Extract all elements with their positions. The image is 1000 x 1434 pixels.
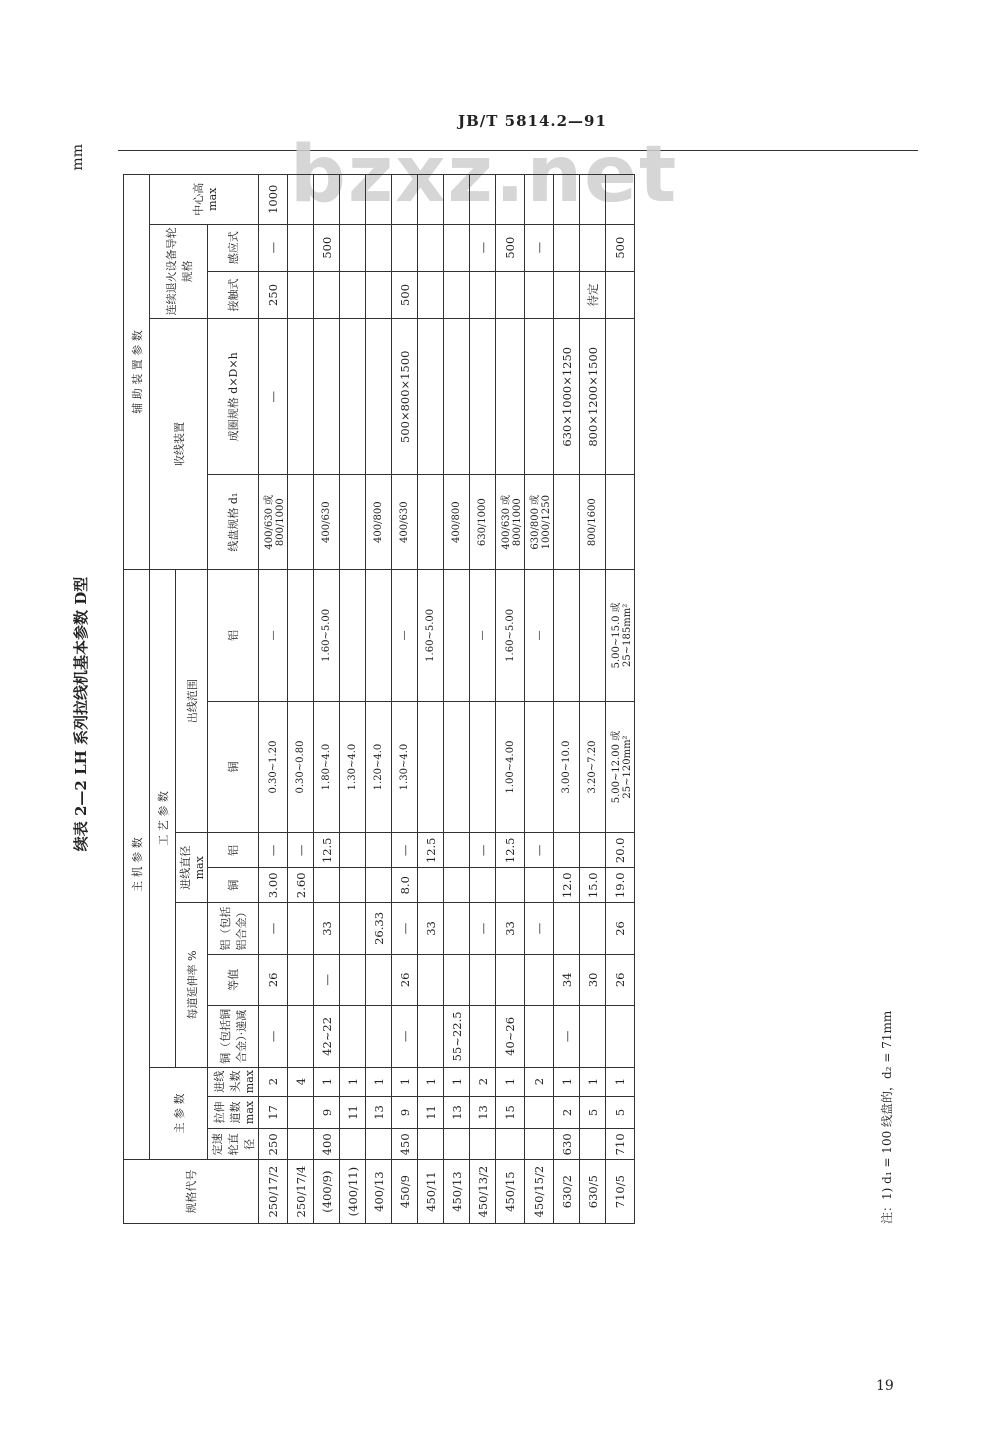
cell-out_cu	[525, 701, 554, 833]
cell-out_al	[366, 569, 392, 701]
cell-dec	[470, 1006, 496, 1068]
cell-heads: 1	[606, 1067, 635, 1096]
cell-induction: 500	[314, 224, 340, 271]
cell-reel: 400/630 或 800/1000	[259, 475, 288, 570]
cell-passes	[288, 1096, 314, 1129]
cell-spec: 710/5	[606, 1160, 635, 1224]
decreasing-header: 铜（包括铜合金）·递减	[208, 1006, 259, 1068]
cell-reel: 400/800	[444, 475, 470, 570]
cell-contact: 待定	[580, 271, 606, 318]
cell-center	[554, 175, 580, 225]
table-row	[288, 175, 314, 1224]
cell-contact	[496, 271, 525, 318]
elongation-header: 每道延伸率 %	[176, 903, 208, 1068]
cell-out_cu	[444, 701, 470, 833]
cell-alu_el: 33	[496, 903, 525, 954]
cell-reel	[288, 475, 314, 570]
cell-wheel	[580, 1129, 606, 1160]
cell-passes: 13	[366, 1096, 392, 1129]
cell-heads: 4	[288, 1067, 314, 1096]
cell-coil	[418, 319, 444, 475]
table-caption: 续表 2—2 LH 系列拉线机基本参数 D型	[72, 576, 90, 852]
cell-contact	[525, 271, 554, 318]
takeup-header: 收线装置	[150, 319, 208, 570]
cell-in_al: 12.5	[314, 833, 340, 868]
cell-center	[366, 175, 392, 225]
cell-passes: 9	[392, 1096, 418, 1129]
cell-spec: 250/17/2	[259, 1160, 288, 1224]
cell-eq	[340, 954, 366, 1005]
cell-coil: 630×1000×1250	[554, 319, 580, 475]
cell-center	[525, 175, 554, 225]
cell-in_cu	[314, 868, 340, 903]
cell-contact: 250	[259, 271, 288, 318]
cell-reel	[418, 475, 444, 570]
cell-dec: 40~26	[496, 1006, 525, 1068]
cell-alu_el	[288, 903, 314, 954]
cell-center	[470, 175, 496, 225]
cell-passes: 17	[259, 1096, 288, 1129]
cell-heads: 2	[525, 1067, 554, 1096]
wheel-header: 定速轮直径	[208, 1129, 259, 1160]
cell-reel	[340, 475, 366, 570]
cell-induction	[288, 224, 314, 271]
table-row	[259, 175, 288, 1224]
cell-in_al	[580, 833, 606, 868]
cell-wheel	[366, 1129, 392, 1160]
cell-contact	[444, 271, 470, 318]
cell-heads: 1	[418, 1067, 444, 1096]
cell-heads: 2	[470, 1067, 496, 1096]
cell-in_al	[366, 833, 392, 868]
rotated-table-block	[70, 144, 905, 1254]
cell-in_al	[554, 833, 580, 868]
cell-out_al	[580, 569, 606, 701]
cell-wheel: 400	[314, 1129, 340, 1160]
cell-center	[496, 175, 525, 225]
cell-in_al	[340, 833, 366, 868]
table-row	[606, 175, 635, 1224]
table-row	[496, 175, 525, 1224]
cell-eq: 26	[392, 954, 418, 1005]
cell-in_cu	[444, 868, 470, 903]
cell-heads: 1	[496, 1067, 525, 1096]
cell-center	[418, 175, 444, 225]
table-row	[366, 175, 392, 1224]
footnote: 注：1) d₁ = 100 线盘的，d₂ = 71mm	[880, 1010, 894, 1224]
cell-contact: 500	[392, 271, 418, 318]
coil-header: 成圈规格 d×D×h	[208, 319, 259, 475]
cell-out_al: 1.60~5.00	[418, 569, 444, 701]
cell-coil	[366, 319, 392, 475]
cell-dec: 42~22	[314, 1006, 340, 1068]
page-number: 19	[876, 1378, 894, 1394]
cell-alu_el	[554, 903, 580, 954]
cell-coil: 500×800×1500	[392, 319, 418, 475]
cell-reel: 400/630	[314, 475, 340, 570]
table-row	[392, 175, 418, 1224]
cell-eq	[496, 954, 525, 1005]
cell-spec: 450/11	[418, 1160, 444, 1224]
cell-passes: 9	[314, 1096, 340, 1129]
cell-passes	[525, 1096, 554, 1129]
cell-heads: 1	[554, 1067, 580, 1096]
cell-heads: 1	[340, 1067, 366, 1096]
cell-eq	[288, 954, 314, 1005]
cell-passes: 15	[496, 1096, 525, 1129]
cell-passes: 11	[340, 1096, 366, 1129]
cell-reel: 400/800	[366, 475, 392, 570]
cell-in_al: —	[525, 833, 554, 868]
cell-spec: 450/13/2	[470, 1160, 496, 1224]
cell-center	[444, 175, 470, 225]
cell-out_al: —	[392, 569, 418, 701]
cell-induction	[366, 224, 392, 271]
cell-dec	[366, 1006, 392, 1068]
cell-out_cu: 1.00~4.00	[496, 701, 525, 833]
cell-heads: 2	[259, 1067, 288, 1096]
cell-out_cu: 3.00~10.0	[554, 701, 580, 833]
cell-in_cu: 12.0	[554, 868, 580, 903]
machine-param-header: 主 机 参 数	[124, 569, 150, 1159]
cell-in_al: —	[392, 833, 418, 868]
cell-dec	[580, 1006, 606, 1068]
cell-wheel: 710	[606, 1129, 635, 1160]
cell-induction: 500	[606, 224, 635, 271]
cell-out_al	[444, 569, 470, 701]
table-row	[470, 175, 496, 1224]
cell-wheel: 450	[392, 1129, 418, 1160]
table-row	[580, 175, 606, 1224]
cell-alu_el	[580, 903, 606, 954]
cell-spec: 630/5	[580, 1160, 606, 1224]
cell-in_cu	[525, 868, 554, 903]
cell-in_cu	[366, 868, 392, 903]
cell-dec: —	[392, 1006, 418, 1068]
cell-reel: 800/1600	[580, 475, 606, 570]
cell-out_al: —	[259, 569, 288, 701]
center-height-header: 中心高 max	[150, 175, 259, 225]
cell-wheel	[288, 1129, 314, 1160]
table-row	[314, 175, 340, 1224]
cell-eq: 26	[259, 954, 288, 1005]
cell-alu_el: —	[525, 903, 554, 954]
cell-alu_el: 26.33	[366, 903, 392, 954]
cell-spec: 450/13	[444, 1160, 470, 1224]
cell-alu_el: 26	[606, 903, 635, 954]
cell-out_cu: 1.30~4.0	[340, 701, 366, 833]
out-cu-header: 铜	[208, 701, 259, 833]
table-row	[340, 175, 366, 1224]
anneal-header: 连续退火设备导轮规格	[150, 224, 208, 319]
cell-dec	[606, 1006, 635, 1068]
cell-out_cu: 0.30~1.20	[259, 701, 288, 833]
cell-coil	[496, 319, 525, 475]
cell-induction	[340, 224, 366, 271]
cell-coil	[444, 319, 470, 475]
cell-heads: 1	[314, 1067, 340, 1096]
cell-out_cu: 1.80~4.0	[314, 701, 340, 833]
cell-in_cu: 15.0	[580, 868, 606, 903]
induction-header: 感应式	[208, 224, 259, 271]
cell-wheel: 250	[259, 1129, 288, 1160]
cell-spec: (400/11)	[340, 1160, 366, 1224]
cell-dec	[288, 1006, 314, 1068]
cell-dec: 55~22.5	[444, 1006, 470, 1068]
cell-dec: —	[259, 1006, 288, 1068]
cell-center	[314, 175, 340, 225]
cell-spec: 450/9	[392, 1160, 418, 1224]
cell-alu_el: —	[259, 903, 288, 954]
cell-contact	[554, 271, 580, 318]
cell-passes: 5	[580, 1096, 606, 1129]
table-row	[444, 175, 470, 1224]
cell-spec: 450/15/2	[525, 1160, 554, 1224]
cell-eq	[525, 954, 554, 1005]
cell-wheel	[496, 1129, 525, 1160]
cell-eq	[418, 954, 444, 1005]
cell-center	[580, 175, 606, 225]
cell-passes: 11	[418, 1096, 444, 1129]
cell-in_cu: 2.60	[288, 868, 314, 903]
cell-spec: 630/2	[554, 1160, 580, 1224]
cell-alu_el: —	[392, 903, 418, 954]
cell-contact	[288, 271, 314, 318]
cell-center	[392, 175, 418, 225]
cell-out_cu	[418, 701, 444, 833]
cell-in_cu: 8.0	[392, 868, 418, 903]
cell-in_al: —	[259, 833, 288, 868]
cell-wheel	[418, 1129, 444, 1160]
watermark: bzxz.net	[290, 130, 679, 220]
cell-eq	[366, 954, 392, 1005]
in-cu-header: 铜	[208, 868, 259, 903]
cell-center	[340, 175, 366, 225]
cell-out_cu: 0.30~0.80	[288, 701, 314, 833]
cell-contact	[366, 271, 392, 318]
cell-out_cu: 1.30~4.0	[392, 701, 418, 833]
cell-reel: 400/630	[392, 475, 418, 570]
cell-out_cu: 3.20~7.20	[580, 701, 606, 833]
cell-in_cu	[470, 868, 496, 903]
out-range-header: 出线范围	[176, 569, 208, 832]
cell-wheel	[340, 1129, 366, 1160]
cell-alu_el: —	[470, 903, 496, 954]
alu-alloy-header: 铝（包括铝合金）	[208, 903, 259, 954]
cell-spec: 450/15	[496, 1160, 525, 1224]
cell-wheel	[470, 1129, 496, 1160]
process-param-header: 工 艺 参 数	[150, 569, 176, 1067]
out-al-header: 铝	[208, 569, 259, 701]
table-row	[418, 175, 444, 1224]
aux-param-header: 辅 助 装 置 参 数	[124, 175, 150, 570]
cell-wheel	[525, 1129, 554, 1160]
cell-out_cu	[470, 701, 496, 833]
cell-in_cu	[340, 868, 366, 903]
main-param-header: 主 参 数	[150, 1067, 208, 1160]
cell-in_al: 12.5	[418, 833, 444, 868]
cell-contact	[418, 271, 444, 318]
cell-reel	[606, 475, 635, 570]
cell-induction	[392, 224, 418, 271]
cell-reel: 630/800 或 1000/1250	[525, 475, 554, 570]
cell-contact	[340, 271, 366, 318]
cell-center: 1000	[259, 175, 288, 225]
cell-induction: —	[525, 224, 554, 271]
cell-alu_el: 33	[418, 903, 444, 954]
cell-induction	[418, 224, 444, 271]
parameter-table	[123, 174, 635, 1224]
cell-eq	[470, 954, 496, 1005]
cell-out_al: —	[470, 569, 496, 701]
cell-in_al: 12.5	[496, 833, 525, 868]
cell-passes: 2	[554, 1096, 580, 1129]
table-row	[525, 175, 554, 1224]
cell-out_cu: 5.00~12.00 或 25~120mm²	[606, 701, 635, 833]
cell-out_al: 1.60~5.00	[496, 569, 525, 701]
cell-in_al: 20.0	[606, 833, 635, 868]
cell-coil: 800×1200×1500	[580, 319, 606, 475]
cell-in_al	[444, 833, 470, 868]
cell-spec: (400/9)	[314, 1160, 340, 1224]
cell-spec: 400/13	[366, 1160, 392, 1224]
in-dia-header: 进线直径max	[176, 833, 208, 903]
cell-contact	[314, 271, 340, 318]
cell-coil	[525, 319, 554, 475]
reel-header: 线盘规格 d₁	[208, 475, 259, 570]
cell-contact	[606, 271, 635, 318]
cell-center	[288, 175, 314, 225]
cell-in_al: —	[288, 833, 314, 868]
cell-induction: 500	[496, 224, 525, 271]
contact-header: 接触式	[208, 271, 259, 318]
cell-induction	[554, 224, 580, 271]
cell-coil	[340, 319, 366, 475]
cell-coil: —	[259, 319, 288, 475]
cell-eq: 26	[606, 954, 635, 1005]
cell-alu_el	[340, 903, 366, 954]
cell-wheel: 630	[554, 1129, 580, 1160]
passes-header: 拉伸道数max	[208, 1096, 259, 1129]
cell-contact	[470, 271, 496, 318]
cell-coil	[314, 319, 340, 475]
cell-heads: 1	[366, 1067, 392, 1096]
cell-induction: —	[259, 224, 288, 271]
cell-coil	[470, 319, 496, 475]
cell-in_cu: 3.00	[259, 868, 288, 903]
cell-coil	[606, 319, 635, 475]
cell-alu_el: 33	[314, 903, 340, 954]
cell-in_cu	[496, 868, 525, 903]
cell-eq: —	[314, 954, 340, 1005]
cell-dec	[525, 1006, 554, 1068]
cell-out_al	[554, 569, 580, 701]
in-al-header: 铝	[208, 833, 259, 868]
cell-out_al: —	[525, 569, 554, 701]
cell-reel: 400/630 或 800/1000	[496, 475, 525, 570]
cell-reel: 630/1000	[470, 475, 496, 570]
cell-reel	[554, 475, 580, 570]
cell-center	[606, 175, 635, 225]
equal-header: 等值	[208, 954, 259, 1005]
cell-out_al: 5.00~15.0 或 25~185mm²	[606, 569, 635, 701]
cell-passes: 13	[470, 1096, 496, 1129]
cell-out_al: 1.60~5.00	[314, 569, 340, 701]
cell-induction	[580, 224, 606, 271]
cell-induction: —	[470, 224, 496, 271]
cell-coil	[288, 319, 314, 475]
cell-in_al: —	[470, 833, 496, 868]
table-row	[554, 175, 580, 1224]
cell-induction	[444, 224, 470, 271]
cell-in_cu	[418, 868, 444, 903]
cell-eq	[444, 954, 470, 1005]
spec-header: 规格代号	[124, 1160, 259, 1224]
cell-spec: 250/17/4	[288, 1160, 314, 1224]
cell-out_al	[340, 569, 366, 701]
cell-dec	[418, 1006, 444, 1068]
cell-dec: —	[554, 1006, 580, 1068]
cell-in_cu: 19.0	[606, 868, 635, 903]
cell-dec	[340, 1006, 366, 1068]
unit-label: mm	[70, 144, 86, 171]
cell-heads: 1	[444, 1067, 470, 1096]
heads-header: 进线头数max	[208, 1067, 259, 1096]
cell-alu_el	[444, 903, 470, 954]
cell-out_al	[288, 569, 314, 701]
cell-wheel	[444, 1129, 470, 1160]
table-body	[259, 175, 635, 1224]
cell-passes: 5	[606, 1096, 635, 1129]
cell-out_cu: 1.20~4.0	[366, 701, 392, 833]
standard-number: JB/T 5814.2—91	[458, 112, 607, 130]
cell-passes: 13	[444, 1096, 470, 1129]
cell-eq: 30	[580, 954, 606, 1005]
cell-heads: 1	[580, 1067, 606, 1096]
cell-eq: 34	[554, 954, 580, 1005]
cell-heads: 1	[392, 1067, 418, 1096]
